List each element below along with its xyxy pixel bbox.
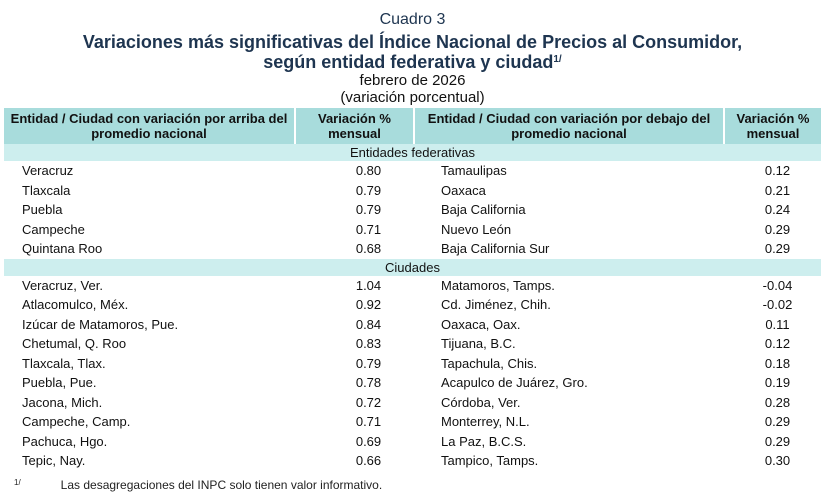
table-date: febrero de 2026 [359, 72, 466, 89]
cell-below-value: 0.28 [764, 394, 791, 410]
table-row [4, 373, 821, 393]
cell-below-name: Monterrey, N.L. [441, 414, 530, 430]
cell-below-value: 0.29 [764, 414, 791, 430]
cell-below-name: Baja California [441, 202, 526, 218]
cell-below-value: -0.04 [762, 277, 793, 293]
cell-below-name: Acapulco de Juárez, Gro. [441, 375, 588, 391]
cell-above-value: 0.84 [355, 316, 382, 332]
cell-below-name: Baja California Sur [441, 241, 550, 257]
cell-above-name: Campeche, Camp. [22, 414, 131, 430]
cell-below-value: 0.21 [764, 182, 791, 198]
table-row [4, 200, 821, 220]
cell-below-name: La Paz, B.C.S. [441, 433, 527, 449]
cell-above-value: 0.79 [355, 182, 382, 198]
table-row [4, 161, 821, 181]
section-label: Entidades federativas [4, 144, 821, 161]
cell-below-value: -0.02 [762, 297, 793, 313]
table-number: Cuadro 3 [379, 11, 446, 28]
title-footnote-mark: 1/ [553, 54, 562, 65]
table-row [4, 354, 821, 374]
cell-above-value: 0.79 [355, 355, 382, 371]
cell-below-name: Cd. Jiménez, Chih. [441, 297, 551, 313]
cell-below-value: 0.29 [764, 221, 791, 237]
footnote [14, 478, 382, 492]
cell-above-name: Atlacomulco, Méx. [22, 297, 129, 313]
cell-below-value: 0.11 [765, 316, 790, 332]
section-row [4, 259, 821, 276]
cell-above-name: Tlaxcala, Tlax. [22, 355, 106, 371]
cell-below-value: 0.29 [764, 433, 791, 449]
col-header-above-value: Variación % mensual [295, 108, 414, 144]
cell-above-value: 0.71 [355, 414, 382, 430]
table-row [4, 334, 821, 354]
column-header-row [4, 108, 821, 144]
cell-above-name: Tlaxcala [22, 182, 71, 198]
cell-below-name: Tamaulipas [441, 163, 507, 179]
section-row [4, 144, 821, 161]
cell-above-value: 0.78 [355, 375, 382, 391]
col-header-above: Entidad / Ciudad con variación por arriba del promedio nacional [4, 108, 295, 144]
section-label: Ciudades [4, 259, 821, 276]
table-row [4, 393, 821, 413]
cell-below-value: 0.30 [764, 453, 791, 469]
cell-above-name: Puebla, Pue. [22, 375, 97, 391]
cell-above-name: Puebla [22, 202, 63, 218]
cell-below-name: Oaxaca, Oax. [441, 316, 521, 332]
cell-below-name: Tijuana, B.C. [441, 336, 516, 352]
cell-above-value: 0.72 [355, 394, 382, 410]
table-row [4, 181, 821, 201]
table-row [4, 432, 821, 452]
col-header-below: Entidad / Ciudad con variación por debajo del promedio nacional [414, 108, 724, 144]
inpc-variation-table [4, 108, 821, 471]
cell-below-value: 0.29 [764, 241, 791, 257]
table-row [4, 315, 821, 335]
table-row [4, 276, 821, 296]
cell-below-name: Tapachula, Chis. [441, 355, 538, 371]
table-row [4, 451, 821, 471]
cell-above-name: Campeche [22, 221, 85, 237]
cell-above-value: 1.04 [355, 277, 382, 293]
cell-above-name: Veracruz [22, 163, 74, 179]
cell-above-value: 0.69 [355, 433, 382, 449]
cell-above-value: 0.66 [355, 453, 382, 469]
table-unit: (variación porcentual) [340, 89, 485, 106]
cell-below-name: Matamoros, Tamps. [441, 277, 555, 293]
cell-below-name: Nuevo León [441, 221, 512, 237]
cell-above-name: Chetumal, Q. Roo [22, 336, 127, 352]
table-title-line1: Variaciones más significativas del Índice Nacional de Precios al Consumidor, [82, 32, 743, 52]
footnote-text: Las desagregaciones del INPC solo tienen valor informativo. [60, 478, 383, 492]
table-body [4, 144, 821, 471]
cell-above-name: Quintana Roo [22, 241, 103, 257]
col-header-below-value: Variación % mensual [724, 108, 821, 144]
table-row [4, 295, 821, 315]
cell-above-value: 0.92 [355, 297, 382, 313]
cell-below-name: Córdoba, Ver. [441, 394, 521, 410]
cell-above-value: 0.71 [355, 221, 382, 237]
title-line2-text: según entidad federativa y ciudad [263, 52, 554, 72]
cell-above-name: Jacona, Mich. [22, 394, 103, 410]
cell-below-value: 0.24 [764, 202, 791, 218]
table-row [4, 220, 821, 240]
cell-above-value: 0.68 [355, 241, 382, 257]
cell-below-value: 0.12 [764, 163, 791, 179]
footnote-mark: 1/ [14, 478, 21, 487]
cell-above-name: Veracruz, Ver. [22, 277, 103, 293]
cell-above-value: 0.80 [355, 163, 382, 179]
table-row [4, 239, 821, 259]
cell-below-name: Oaxaca [441, 182, 486, 198]
table-row [4, 412, 821, 432]
cell-below-value: 0.18 [764, 355, 791, 371]
cell-below-value: 0.19 [764, 375, 791, 391]
cell-above-name: Tepic, Nay. [22, 453, 86, 469]
cell-above-value: 0.83 [355, 336, 382, 352]
table-title-line2 [0, 51, 825, 73]
cell-above-name: Izúcar de Matamoros, Pue. [22, 316, 179, 332]
cell-below-name: Tampico, Tamps. [441, 453, 539, 469]
cell-above-value: 0.79 [355, 202, 382, 218]
cell-below-value: 0.12 [764, 336, 791, 352]
cell-above-name: Pachuca, Hgo. [22, 433, 108, 449]
